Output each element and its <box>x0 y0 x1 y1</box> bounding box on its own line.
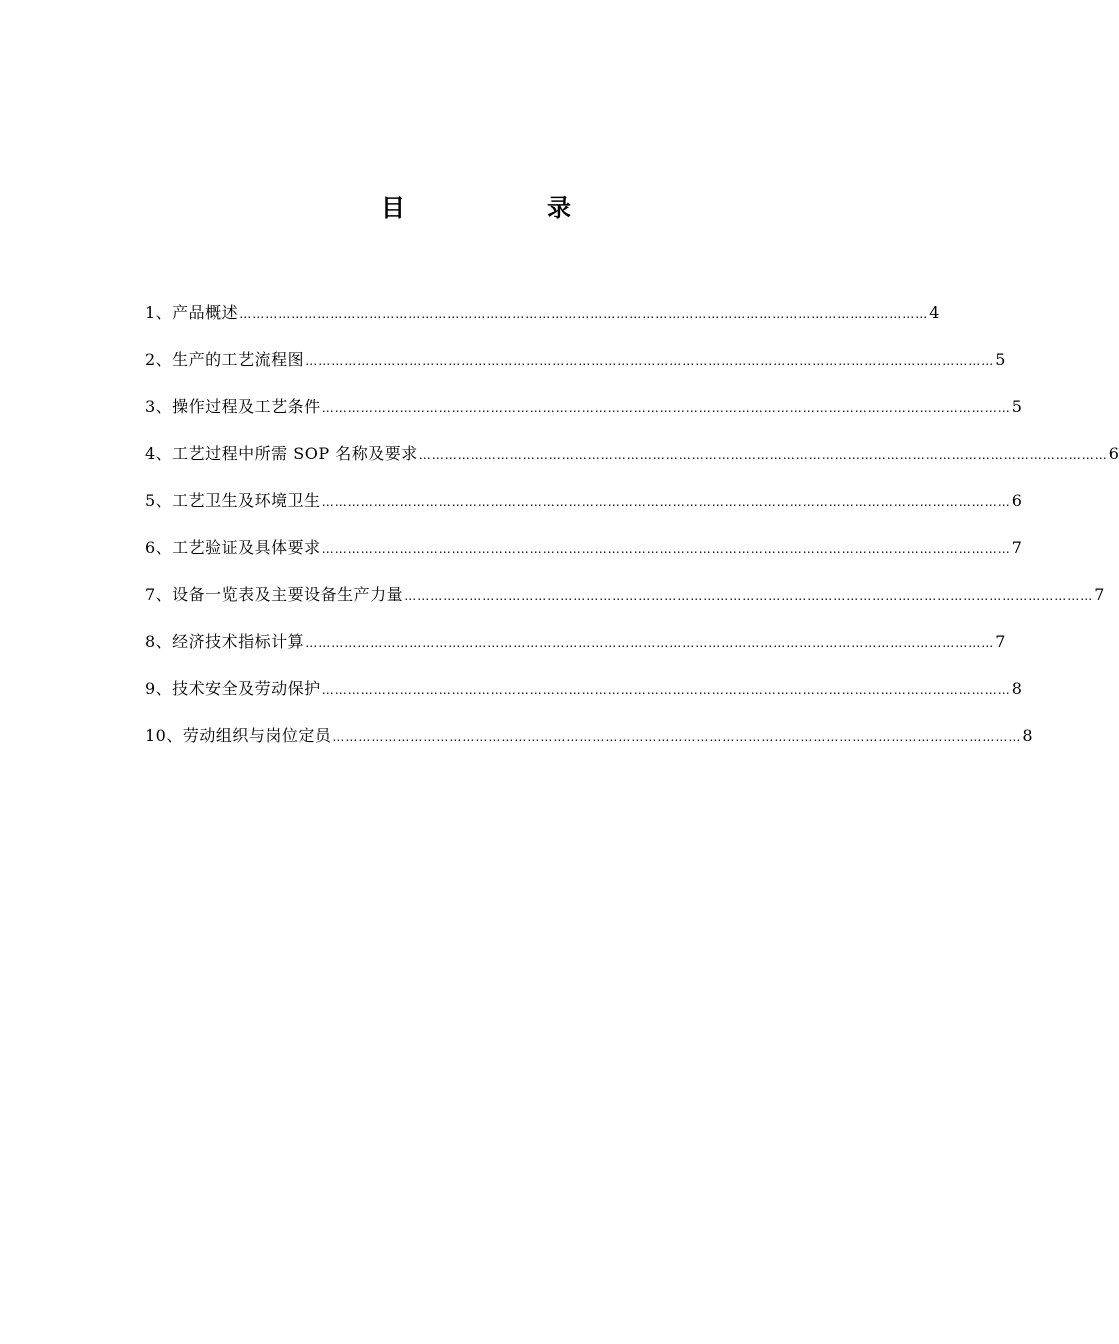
toc-entry-page: 6 <box>1108 444 1119 463</box>
toc-entry <box>145 723 1033 749</box>
toc-entry-page: 6 <box>1011 491 1022 510</box>
toc-entry-label: 8、经济技术指标计算 <box>145 632 305 651</box>
toc-title <box>0 191 950 231</box>
toc-leader-dots: …………………………………………………………………………………………………………………………………………… <box>321 683 1011 697</box>
toc-entry-page: 5 <box>1011 397 1022 416</box>
toc-leader-dots: …………………………………………………………………………………………………………………………………………… <box>404 589 1094 603</box>
toc-entry <box>145 488 1022 514</box>
toc-leader-dots: …………………………………………………………………………………………………………………………………………… <box>239 307 929 321</box>
toc-entry-page: 8 <box>1022 726 1033 745</box>
toc-entry <box>145 676 1022 702</box>
toc-entry-label: 4、工艺过程中所需 SOP 名称及要求 <box>145 444 418 463</box>
toc-entry-label: 9、技术安全及劳动保护 <box>145 679 321 698</box>
toc-entry-label: 1、产品概述 <box>145 303 239 322</box>
toc-entry-page: 4 <box>929 303 940 322</box>
toc-entry-page: 7 <box>1094 585 1105 604</box>
toc-entry-label: 10、劳动组织与岗位定员 <box>145 726 332 745</box>
toc-entry <box>145 300 940 326</box>
toc-leader-dots: …………………………………………………………………………………………………………………………………………… <box>321 542 1011 556</box>
toc-entry <box>145 535 1022 561</box>
toc-leader-dots: …………………………………………………………………………………………………………………………………………… <box>332 730 1022 744</box>
toc-entry-page: 5 <box>995 350 1006 369</box>
toc-entry-page: 7 <box>1011 538 1022 557</box>
toc-entry-label: 5、工艺卫生及环境卫生 <box>145 491 321 510</box>
toc-leader-dots: …………………………………………………………………………………………………………………………………………… <box>418 448 1108 462</box>
title-char-1: 目 <box>381 194 405 222</box>
toc-entry-label: 7、设备一览表及主要设备生产力量 <box>145 585 404 604</box>
toc-entry <box>145 582 1105 608</box>
toc-entry <box>145 347 1006 373</box>
title-char-2: 录 <box>547 194 571 222</box>
toc-leader-dots: …………………………………………………………………………………………………………………………………………… <box>321 495 1011 509</box>
toc-entry <box>145 629 1006 655</box>
toc-entry <box>145 394 1022 420</box>
toc-leader-dots: …………………………………………………………………………………………………………………………………………… <box>305 354 995 368</box>
toc-entry-label: 6、工艺验证及具体要求 <box>145 538 321 557</box>
toc-entry-label: 3、操作过程及工艺条件 <box>145 397 321 416</box>
toc-entry <box>145 441 1119 467</box>
toc-entry-label: 2、生产的工艺流程图 <box>145 350 305 369</box>
toc-leader-dots: …………………………………………………………………………………………………………………………………………… <box>305 636 995 650</box>
toc-entry-page: 7 <box>995 632 1006 651</box>
toc-entry-page: 8 <box>1011 679 1022 698</box>
toc-leader-dots: …………………………………………………………………………………………………………………………………………… <box>321 401 1011 415</box>
